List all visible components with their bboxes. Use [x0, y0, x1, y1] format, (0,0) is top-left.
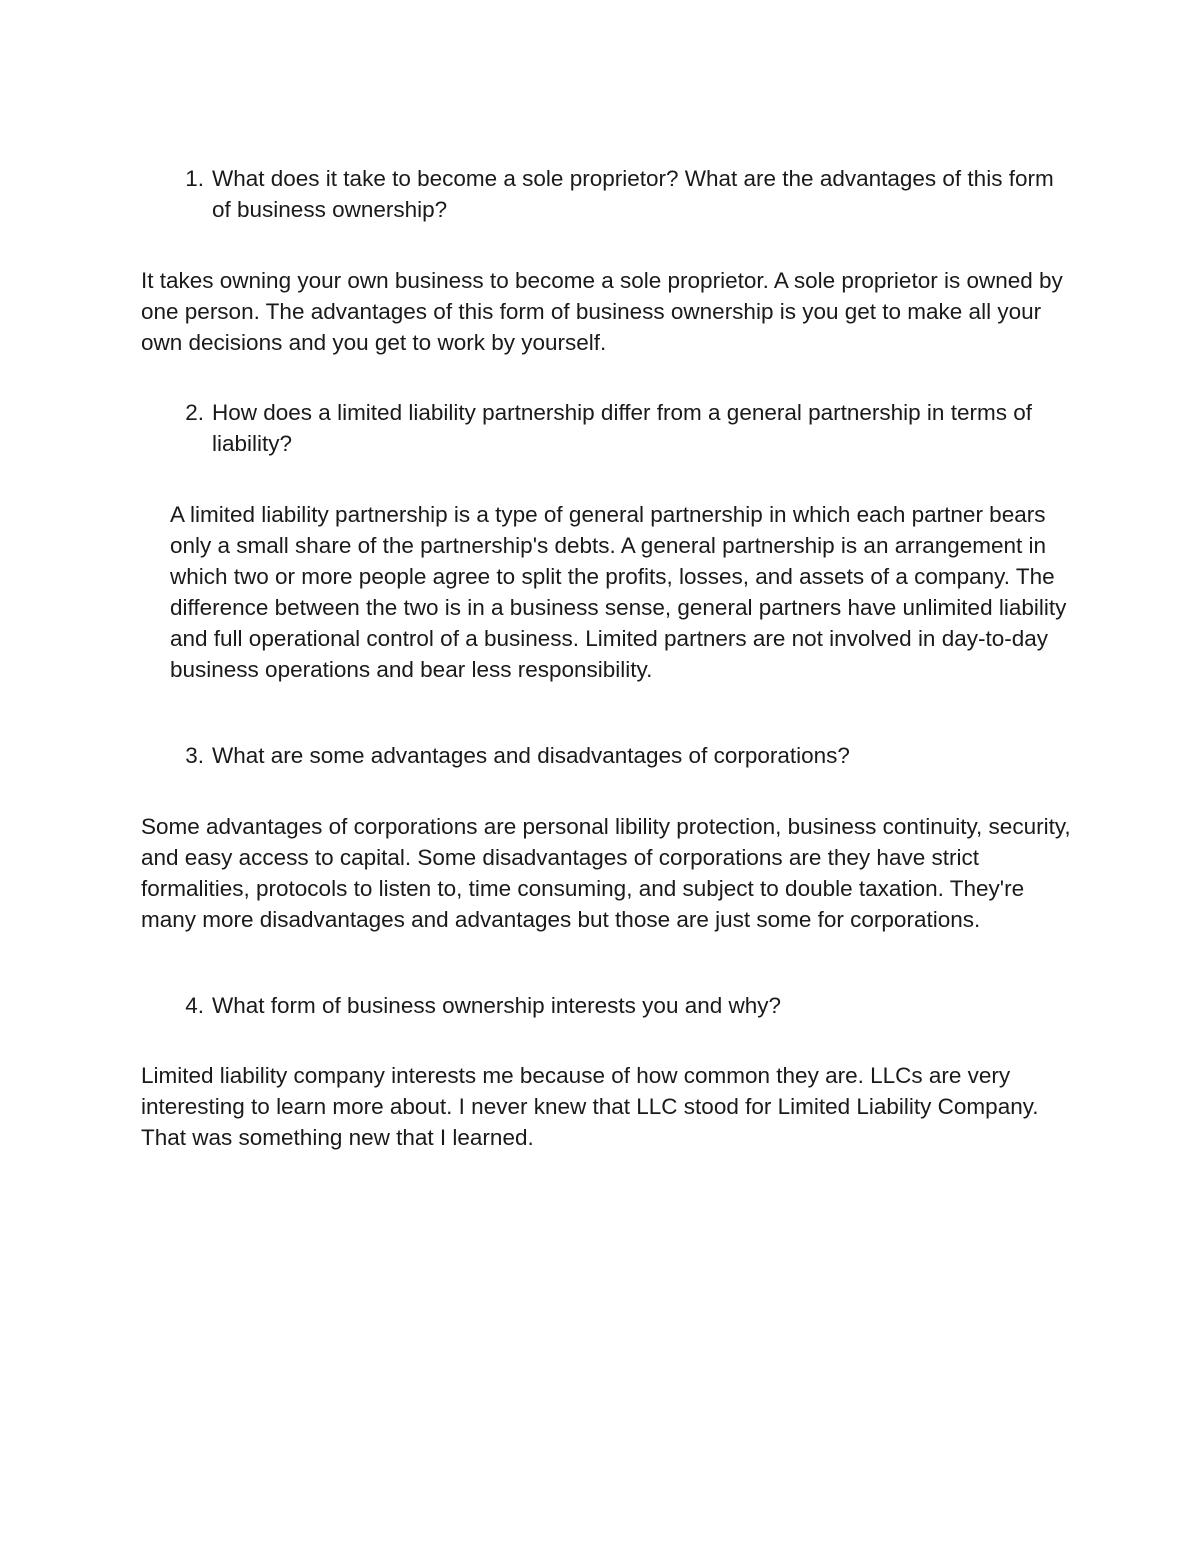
answer-1: It takes owning your own business to become a sole proprietor. A sole proprietor is owned by one person. The advantages of this form of business ownership is you get to make all your own decisions and you get to work by yourself. [141, 268, 1063, 355]
answer-2: A limited liability partnership is a type of general partnership in which each partner bears only a small share of the partnership's debts. A general partnership is an arrangement in which two or more people agree to split the profits, losses, and assets of a company. The difference between the two is in a business sense, general partners have unlimited liability and full operational control of a business. Limited partners are not involved in day-to-day business operations and bear less responsibility. [170, 502, 1067, 682]
question-3 [185, 740, 1072, 771]
question-number: 1. [185, 166, 204, 191]
question-number: 2. [185, 400, 204, 425]
question-text: What are some advantages and disadvantages of corporations? [212, 743, 850, 768]
answer-3: Some advantages of corporations are personal libility protection, business continuity, security, and easy access to capital. Some disadvantages of corporations are they have strict formalities, protocols to listen to, time consuming, and subject to double taxation. They're many more disadvantages and advantages but those are just some for corporations. [141, 814, 1071, 932]
question-1 [185, 163, 1072, 225]
question-text: What does it take to become a sole proprietor? What are the advantages of this form of business ownership? [212, 166, 1054, 222]
question-text: How does a limited liability partnership differ from a general partnership in terms of liability? [212, 400, 1032, 456]
answer-4: Limited liability company interests me because of how common they are. LLCs are very interesting to learn more about. I never knew that LLC stood for Limited Liability Company. That was something new that I learned. [141, 1063, 1039, 1150]
question-number: 4. [185, 993, 204, 1018]
question-2 [185, 397, 1072, 459]
question-4 [185, 990, 1072, 1021]
question-number: 3. [185, 743, 204, 768]
question-text: What form of business ownership interests you and why? [212, 993, 782, 1018]
